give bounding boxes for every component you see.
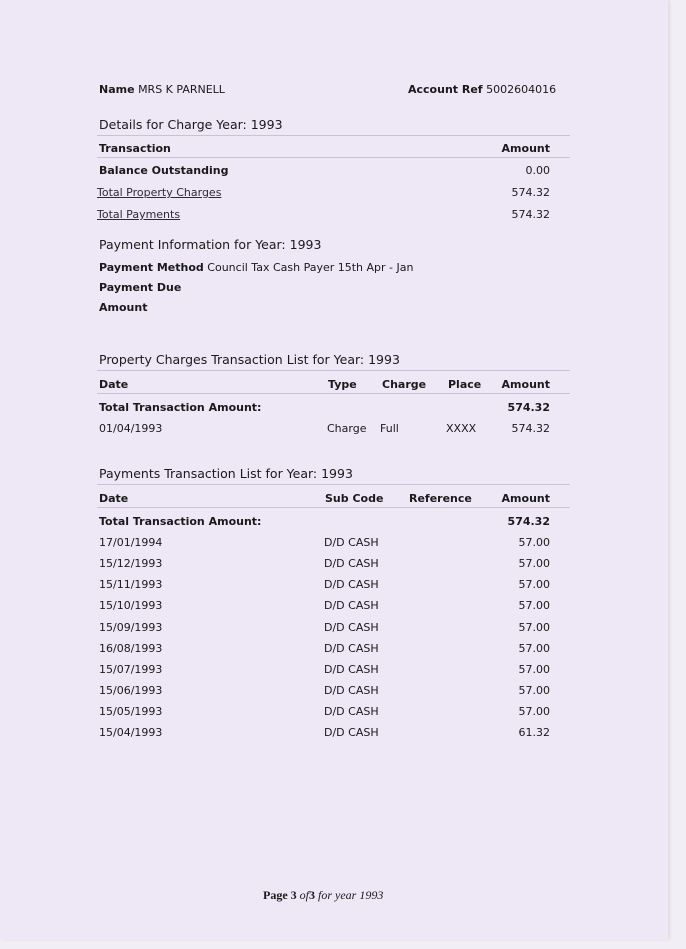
pay-row-subcode: D/D CASH: [324, 621, 379, 634]
divider: [97, 157, 570, 158]
pay-row-subcode: D/D CASH: [324, 684, 379, 697]
pay-row-date: 15/06/1993: [99, 684, 163, 697]
account-ref: [408, 83, 556, 96]
pc-row-charge: Full: [380, 422, 399, 435]
payment-method-value: Council Tax Cash Payer 15th Apr - Jan: [207, 261, 414, 274]
total-payments-amount: 574.32: [511, 208, 550, 221]
pc-total-value: 574.32: [507, 401, 550, 414]
name-label: Name: [99, 83, 135, 96]
total-property-charges-amount: 574.32: [511, 186, 550, 199]
payment-info-title: Payment Information for Year: 1993: [99, 237, 322, 252]
pay-row-date: 15/04/1993: [99, 726, 163, 739]
payment-amount-label: Amount: [99, 301, 148, 314]
pay-row-amount: 57.00: [518, 684, 550, 697]
pay-col-amount: Amount: [501, 492, 550, 505]
payments-title: Payments Transaction List for Year: 1993: [99, 466, 353, 481]
pc-total-label: Total Transaction Amount:: [99, 401, 262, 414]
pc-col-date: Date: [99, 378, 129, 391]
pay-row-subcode: D/D CASH: [324, 536, 379, 549]
divider: [97, 370, 570, 371]
pay-row-subcode: D/D CASH: [324, 578, 379, 591]
payment-method: [99, 261, 413, 274]
payment-method-label: Payment Method: [99, 261, 204, 274]
payment-due-label: Payment Due: [99, 281, 182, 294]
pay-row-subcode: D/D CASH: [324, 599, 379, 612]
pc-col-type: Type: [328, 378, 357, 391]
pay-row-subcode: D/D CASH: [324, 705, 379, 718]
pay-row-amount: 57.00: [518, 536, 550, 549]
pc-row-place: XXXX: [446, 422, 477, 435]
name-value: MRS K PARNELL: [138, 83, 225, 96]
property-charges-title: Property Charges Transaction List for Year: 1993: [99, 352, 400, 367]
pay-total-label: Total Transaction Amount:: [99, 515, 262, 528]
pay-row-amount: 61.32: [518, 726, 550, 739]
balance-outstanding-label: Balance Outstanding: [99, 164, 229, 177]
divider: [97, 484, 570, 485]
divider: [97, 507, 570, 508]
col-transaction: Transaction: [99, 142, 171, 155]
col-amount: Amount: [501, 142, 550, 155]
page-number: 3: [290, 888, 297, 902]
pay-col-subcode: Sub Code: [325, 492, 384, 505]
page-footer: [263, 888, 383, 903]
divider: [97, 135, 570, 136]
pay-row-date: 15/07/1993: [99, 663, 163, 676]
pay-row-amount: 57.00: [518, 621, 550, 634]
pay-row-subcode: D/D CASH: [324, 663, 379, 676]
pay-row-amount: 57.00: [518, 578, 550, 591]
pay-row-subcode: D/D CASH: [324, 642, 379, 655]
pay-row-amount: 57.00: [518, 663, 550, 676]
pc-col-charge: Charge: [382, 378, 427, 391]
pay-row-subcode: D/D CASH: [324, 726, 379, 739]
pc-col-place: Place: [448, 378, 482, 391]
pay-col-date: Date: [99, 492, 129, 505]
pay-row-date: 16/08/1993: [99, 642, 163, 655]
pay-row-date: 17/01/1994: [99, 536, 163, 549]
page-word: Page: [263, 888, 288, 902]
pay-row-subcode: D/D CASH: [324, 557, 379, 570]
pay-col-reference: Reference: [409, 492, 472, 505]
for-year: for year 1993: [318, 888, 384, 902]
pay-row-date: 15/09/1993: [99, 621, 163, 634]
pay-row-date: 15/11/1993: [99, 578, 163, 591]
customer-name: [99, 83, 225, 96]
of-word: of: [299, 888, 309, 902]
total-property-charges-link[interactable]: Total Property Charges: [97, 186, 222, 199]
pay-row-amount: 57.00: [518, 642, 550, 655]
pay-row-date: 15/05/1993: [99, 705, 163, 718]
pc-row-date: 01/04/1993: [99, 422, 163, 435]
pc-row-amount: 574.32: [511, 422, 550, 435]
page-total: 3: [309, 888, 315, 902]
total-payments-link[interactable]: Total Payments: [97, 208, 181, 221]
pay-row-date: 15/12/1993: [99, 557, 163, 570]
pay-row-amount: 57.00: [518, 557, 550, 570]
pay-row-amount: 57.00: [518, 599, 550, 612]
pay-total-value: 574.32: [507, 515, 550, 528]
pay-row-amount: 57.00: [518, 705, 550, 718]
account-value: 5002604016: [486, 83, 557, 96]
balance-outstanding-amount: 0.00: [525, 164, 550, 177]
divider: [97, 393, 570, 394]
pc-row-type: Charge: [327, 422, 367, 435]
account-label: Account Ref: [408, 83, 483, 96]
pay-row-date: 15/10/1993: [99, 599, 163, 612]
pc-col-amount: Amount: [501, 378, 550, 391]
details-title: Details for Charge Year: 1993: [99, 117, 283, 132]
